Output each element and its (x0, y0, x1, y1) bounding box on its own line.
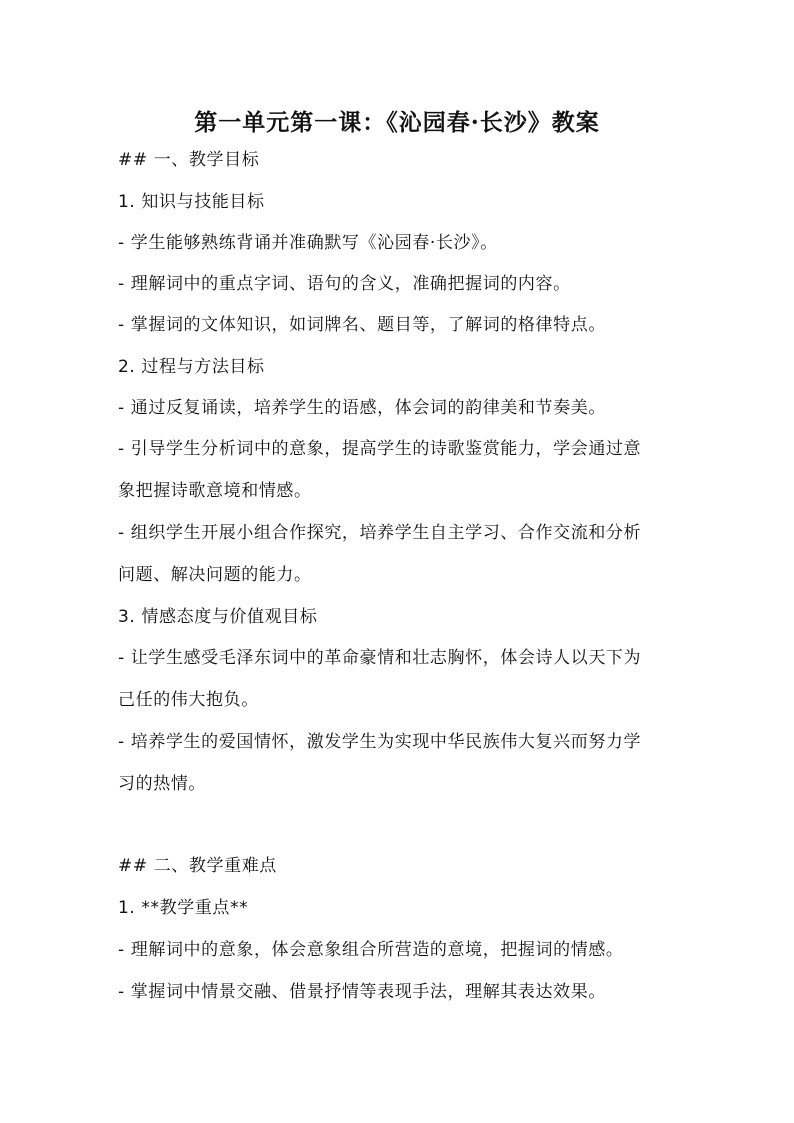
text-line: - 理解词中的意象，体会意象组合所营造的意境，把握词的情感。 (118, 940, 624, 960)
text-line: - 理解词中的重点字词、语句的含义，准确把握词的内容。 (118, 274, 571, 294)
text-line: 问题、解决问题的能力。 (118, 565, 312, 585)
text-line: 己任的伟大抱负。 (118, 690, 259, 710)
text-line: - 通过反复诵读，培养学生的语感，体会词的韵律美和节奏美。 (118, 398, 606, 418)
text-line: - 组织学生开展小组合作探究，培养学生自主学习、合作交流和分析 (118, 523, 642, 543)
subheading-teaching-focus: 1. **教学重点** (118, 898, 249, 918)
text-line: - 培养学生的爱国情怀，激发学生为实现中华民族伟大复兴而努力学 (118, 732, 642, 752)
text-line: 象把握诗歌意境和情感。 (118, 481, 312, 501)
subheading-process-methods: 2. 过程与方法目标 (118, 357, 265, 377)
section-heading-teaching-goals: ## 一、教学目标 (118, 150, 260, 170)
text-line: - 让学生感受毛泽东词中的革命豪情和壮志胸怀，体会诗人以天下为 (118, 648, 642, 668)
subheading-knowledge-skills: 1. 知识与技能目标 (118, 192, 265, 212)
text-line: - 掌握词中情景交融、借景抒情等表现手法，理解其表达效果。 (118, 982, 606, 1002)
text-line: - 掌握词的文体知识，如词牌名、题目等，了解词的格律特点。 (118, 315, 606, 335)
text-line: - 引导学生分析词中的意象，提高学生的诗歌鉴赏能力，学会通过意 (118, 439, 642, 459)
subheading-emotion-values: 3. 情感态度与价值观目标 (118, 607, 318, 627)
text-line: 习的热情。 (118, 774, 206, 794)
document-title: 第一单元第一课：《沁园春·长沙》教案 (194, 109, 600, 136)
section-heading-key-difficult-points: ## 二、教学重难点 (118, 856, 277, 876)
text-line: - 学生能够熟练背诵并准确默写《沁园春·长沙》。 (118, 233, 498, 253)
